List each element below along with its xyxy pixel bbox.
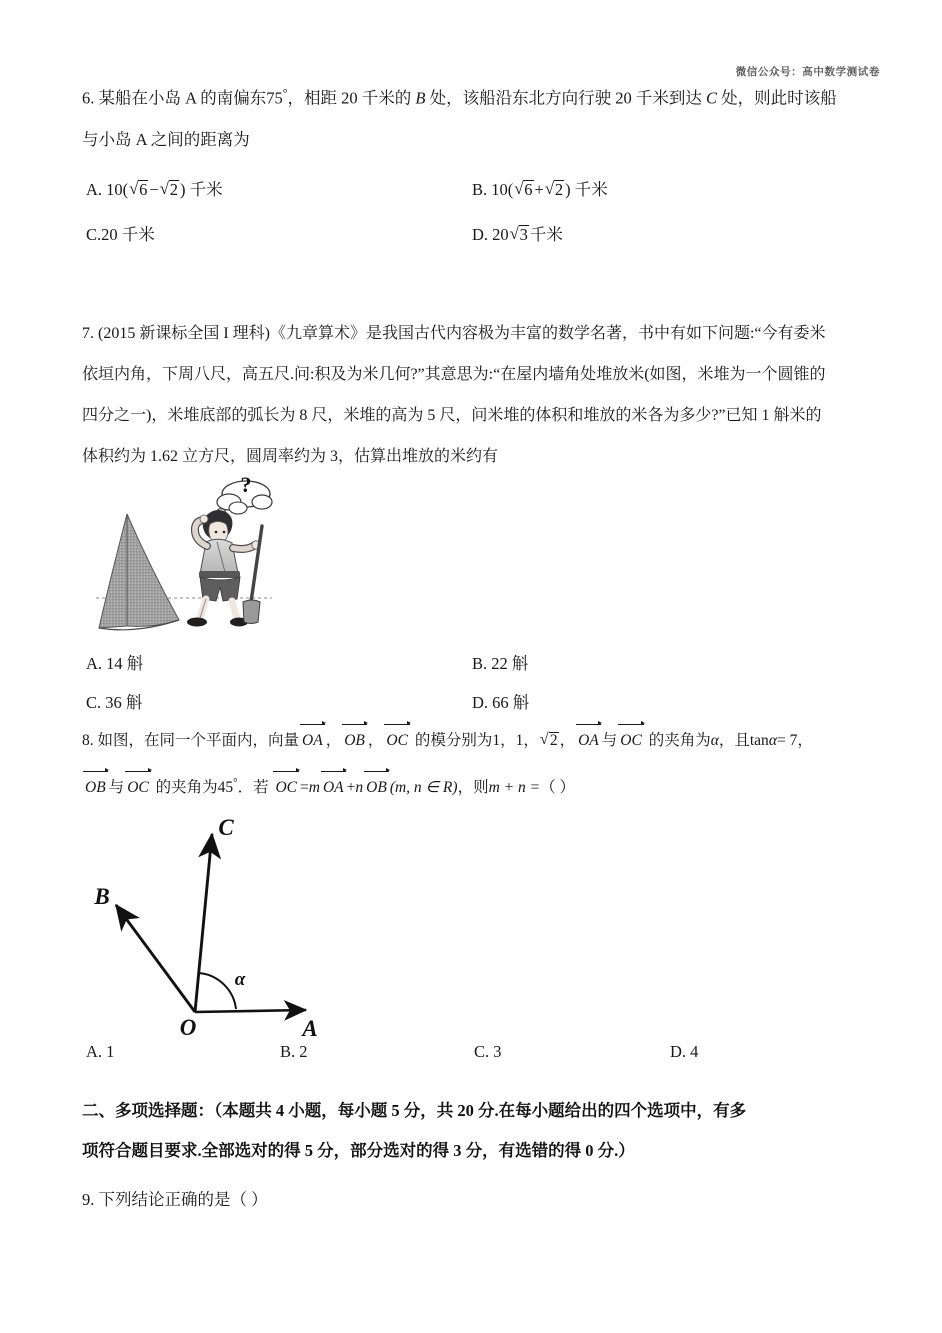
q8-option-d[interactable]	[670, 1042, 698, 1062]
q7-option-c-text: 36 斛	[105, 693, 143, 712]
q8-l2-text-d: ，则	[457, 779, 489, 797]
q6-option-a-radicand-2: 2	[169, 180, 178, 199]
q6-option-d-radicand: 3	[519, 225, 528, 244]
q8-coefficient-m: m	[308, 779, 320, 797]
q6-text-a: 6. 某船在小岛 A 的南偏东	[82, 88, 267, 108]
vector-ob-overline: OB	[342, 729, 367, 752]
q8-option-b-text: 2	[299, 1042, 308, 1061]
q6-option-c[interactable]	[86, 221, 155, 245]
q6-option-a-label: A.	[86, 180, 103, 199]
q6-option-b-radicand-2: 2	[554, 180, 564, 199]
q8-sep-1: ，	[325, 732, 342, 749]
q8-l2-text-a: 与	[108, 779, 125, 797]
vector-oc-arrow	[195, 834, 212, 1012]
q8-text-b: 的模分别为1，1，	[410, 732, 539, 749]
q8-text-a: 8. 如图，在同一个平面内，向量	[82, 732, 300, 749]
question-8-stem-line-1	[82, 729, 813, 752]
q8-option-a-text: 1	[106, 1042, 115, 1061]
q7-option-c-label: C.	[86, 693, 102, 712]
vector-oc-overline-3: OC	[125, 776, 151, 799]
vector-oc-overline-4: OC	[273, 776, 299, 799]
q8-option-b[interactable]	[280, 1042, 308, 1062]
angle-alpha-arc	[199, 973, 236, 1009]
q7-option-a-label: A.	[86, 654, 103, 673]
vector-ob-overline-3: OB	[83, 776, 108, 799]
q8-option-c[interactable]	[474, 1042, 502, 1062]
question-7-stem-line-3: 四分之一)，米堆底部的弧长为 8 尺，米堆的高为 5 尺，问米堆的体积和堆放的米各为多少?”已知 1 斛米的	[82, 407, 822, 424]
q8-plus: +	[346, 779, 356, 797]
q6-text-b: ，相距 20 千米的	[287, 88, 412, 108]
q6-option-d-tail: 千米	[529, 225, 563, 244]
question-7-stem-line-2: 依垣内角，下周八尺，高五尺.问:积及为米几何?”其意思为:“在屋内墙角处堆放米(如图，米堆为一个圆锥的	[82, 366, 826, 383]
section-2-heading-line-2: 项符合题目要求.全部选对的得 5 分，部分选对的得 3 分，有选错的得 0 分.）	[82, 1141, 635, 1160]
q7-option-d-label: D.	[472, 693, 489, 712]
q6-option-c-label: C.	[86, 225, 102, 244]
q6-option-b-tail: ) 千米	[565, 180, 608, 199]
thought-bubble-icon	[217, 472, 273, 515]
figure-label-alpha: α	[234, 969, 246, 990]
q8-option-a[interactable]	[86, 1042, 114, 1062]
vector-oa-overline-2: OA	[576, 729, 601, 752]
question-6-stem-line-2: 与小岛 A 之间的距离为	[82, 130, 250, 149]
vector-oc-overline-2: OC	[618, 729, 644, 752]
q6-text-c: 处，该船沿东北方向行驶 20 千米到达	[425, 88, 702, 108]
q8-option-a-label: A.	[86, 1042, 103, 1061]
q8-option-b-label: B.	[280, 1042, 296, 1061]
degree-symbol-icon: °	[282, 86, 288, 100]
q6-point-c: C	[705, 88, 717, 108]
q7-option-c[interactable]	[86, 689, 142, 713]
figure-label-c: C	[218, 815, 234, 840]
vector-oa-overline-3: OA	[321, 776, 346, 799]
q6-option-b-lead: 10(	[491, 180, 514, 199]
q7-option-b-label: B.	[472, 654, 488, 673]
q8-text-d: 与	[601, 732, 618, 749]
q8-radicand: 2	[549, 732, 558, 749]
sqrt-icon	[545, 180, 564, 200]
q8-l2-text-c: ．若	[237, 779, 269, 797]
q8-text-f: ，且	[718, 732, 750, 749]
farmer-figure-icon	[187, 510, 262, 627]
q6-option-c-text: 20 千米	[101, 225, 155, 244]
q6-option-a[interactable]	[86, 176, 223, 200]
question-7-stem-line-1: 7. (2015 新课标全国 I 理科)《九章算术》是我国古代内容极为丰富的数学名著，书中有如下问题:“今有委米	[82, 325, 826, 342]
q6-option-a-lead: 10(	[106, 180, 129, 199]
figure-label-b: B	[94, 884, 110, 909]
q7-option-a-text: 14 斛	[106, 654, 144, 673]
sqrt-icon	[129, 180, 148, 200]
vector-oa-arrow	[195, 1010, 306, 1012]
question-8-figure	[88, 812, 358, 1044]
q8-sep-2: ，	[367, 732, 384, 749]
q8-answer-blank[interactable]: （ ）	[540, 779, 575, 797]
q8-coefficient-n: n	[355, 779, 364, 797]
section-2-heading-line-1: 二、多项选择题：（本题共 4 小题，每小题 5 分，共 20 分.在每小题给出的四个选项中，有多	[82, 1101, 747, 1120]
question-7-figure	[86, 468, 301, 640]
rice-pile-illustration-icon	[86, 468, 301, 640]
q8-alpha-symbol-2: α	[768, 732, 777, 749]
q8-expression-mn: m + n =	[488, 779, 541, 797]
q6-option-d-lead: 20	[492, 225, 509, 244]
watermark-text: 微信公众号：高中数学测试卷	[735, 66, 880, 78]
figure-label-o: O	[179, 1015, 197, 1040]
question-mark-glyph: ?	[240, 472, 252, 497]
q8-option-d-label: D.	[670, 1042, 687, 1061]
q7-option-b[interactable]	[472, 650, 528, 674]
degree-symbol-icon-2: °	[233, 777, 238, 789]
question-9-stem: 9. 下列结论正确的是（ ）	[82, 1190, 268, 1209]
q6-text-d: 处，则此时该船	[721, 88, 837, 108]
q6-option-a-operator: −	[149, 180, 159, 199]
question-7-stem-line-4: 体积约为 1.62 立方尺，圆周率约为 3，估算出堆放的米约有	[82, 448, 499, 465]
figure-label-a: A	[302, 1016, 318, 1041]
vector-diagram-icon	[88, 812, 358, 1044]
q8-option-c-text: 3	[493, 1042, 502, 1061]
vector-ob-arrow	[116, 905, 195, 1012]
q7-option-a[interactable]	[86, 650, 143, 674]
q8-option-d-text: 4	[690, 1042, 699, 1061]
sqrt-icon	[160, 180, 179, 200]
sqrt-icon	[510, 225, 529, 245]
q6-option-a-tail: ) 千米	[179, 180, 223, 199]
q6-option-a-radicand-1: 6	[139, 180, 148, 199]
q6-option-b-radicand-1: 6	[524, 180, 533, 199]
q6-point-b: B	[415, 88, 426, 108]
vector-oc-overline: OC	[384, 729, 410, 752]
q6-option-d[interactable]	[472, 221, 563, 245]
q8-domain-paren: (m, n ∈ R)	[389, 779, 458, 797]
q8-alpha-symbol: α	[710, 732, 719, 749]
q7-option-d[interactable]	[472, 689, 529, 713]
q7-option-b-text: 22 斛	[491, 654, 529, 673]
q6-angle-value: 75	[266, 88, 283, 108]
sqrt-icon	[540, 729, 559, 752]
q6-option-b-label: B.	[472, 180, 488, 199]
q8-tan-label: tan	[749, 732, 769, 749]
q6-option-d-label: D.	[472, 225, 489, 244]
q8-option-c-label: C.	[474, 1042, 490, 1061]
vector-oa-overline: OA	[300, 729, 325, 752]
question-6-stem-line-1	[82, 85, 837, 111]
q8-l2-text-b: 的夹角为45	[151, 779, 234, 797]
vector-ob-overline-4: OB	[364, 776, 389, 799]
q6-option-b[interactable]	[472, 176, 608, 200]
q8-text-g: = 7，	[776, 732, 813, 749]
q8-text-c: ，	[559, 732, 576, 749]
q8-equals: =	[300, 779, 309, 797]
sqrt-icon	[514, 180, 533, 200]
q7-option-d-text: 66 斛	[492, 693, 530, 712]
question-8-stem-line-2	[82, 775, 575, 799]
q6-option-b-operator: +	[534, 180, 544, 199]
q8-text-e: 的夹角为	[644, 732, 711, 749]
